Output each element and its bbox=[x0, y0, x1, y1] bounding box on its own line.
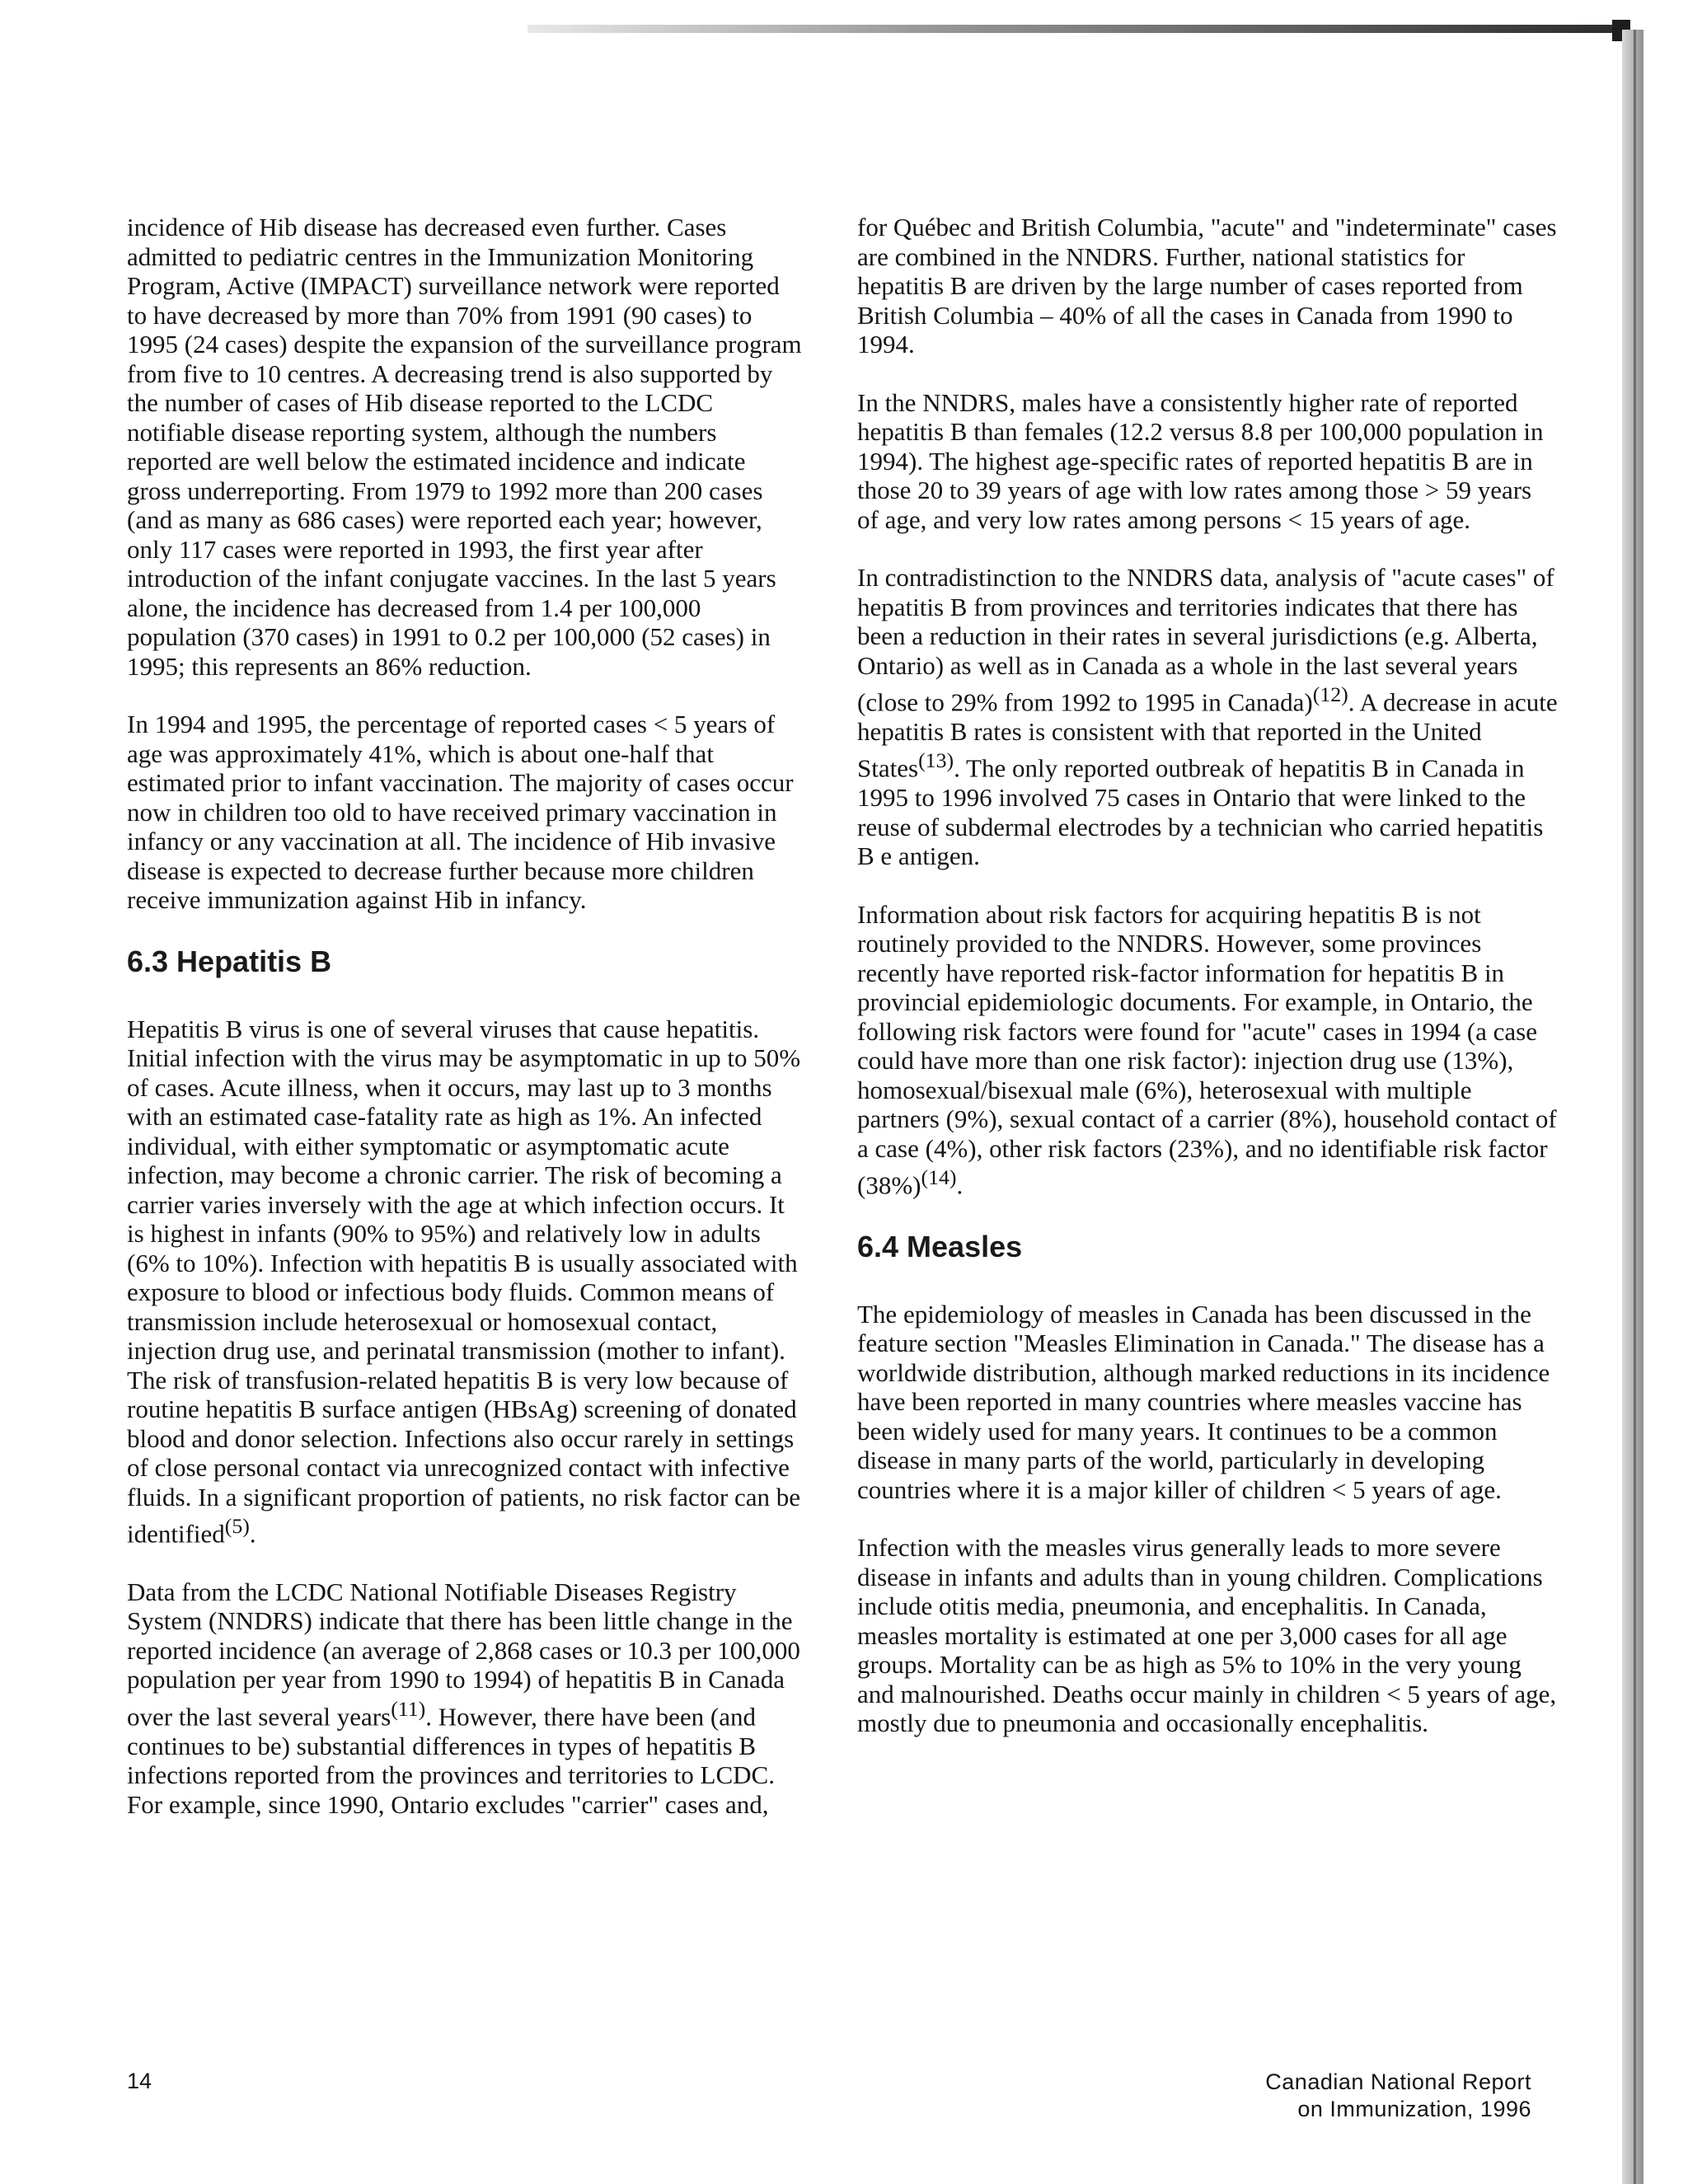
paragraph bbox=[857, 900, 1558, 1200]
paragraph: In 1994 and 1995, the percentage of reported cases < 5 years of age was approximately 41%, which is about one-half that estimated prior to infant vaccination. The majority of cases occur now in children too old to have received primary vaccination in infancy or any vaccination at all. The incidence of Hib invasive disease is expected to decrease further because more children receive immunization against Hib in infancy. bbox=[127, 710, 794, 914]
publication-title-line-1: Canadian National Report bbox=[1265, 2069, 1531, 2094]
reference-superscript: (14) bbox=[921, 1165, 957, 1190]
paragraph: In the NNDRS, males have a consistently higher rate of reported hepatitis B than females (12.2 versus 8.8 per 100,000 population in 1994). The highest age-specific rates of reported hepatitis B are in those 20 to 39 years of age with low rates among those > 59 years of age, and very low rates among persons < 15 years of age. bbox=[857, 387, 1544, 534]
publication-title-line-2: on Immunization, 1996 bbox=[1297, 2097, 1531, 2121]
right-column bbox=[857, 213, 1558, 1767]
paragraph: Infection with the measles virus generally leads to more severe disease in infants and adults than in young children. Complications include otitis media, pneumonia, and encephalitis. In Canada, measles mortality is estimated at one per 3,000 cases for all age groups. Mortality can be as high as 5% to 10% in the very young and malnourished. Deaths occur mainly in children < 5 years of age, mostly due to pneumonia and occasionally encephalitis. bbox=[857, 1533, 1557, 1738]
paragraph-text: . bbox=[249, 1519, 256, 1549]
page-edge-line bbox=[1634, 30, 1636, 2184]
paragraph-text: . However, there have been (and continues to be) substantial differences in types of hepatitis B infections reported from the provinces and territories to LCDC. For example, since 1990, Ontario excludes "carrier" cases and, bbox=[127, 1702, 775, 1819]
paragraph bbox=[127, 1015, 803, 1549]
paragraph-text: Hepatitis B virus is one of several viruses that cause hepatitis. Initial infection with the virus may be asymptomatic in up to 50% of cases. Acute illness, when it occurs, may last up to 3 months with an estimated case-fatality rate as high as 1%. An infected individual, with either symptomatic or asymptomatic acute infection, may become a chronic carrier. The risk of becoming a carrier varies inversely with the age at which infection occurs. It is highest in infants (90% to 95%) and relatively low in adults (6% to 10%). Infection with hepatitis B is usually associated with exposure to blood or infectious body fluids. Common means of transmission include heterosexual or homosexual contact, injection drug use, and perinatal transmission (mother to infant). The risk of transfusion-related hepatitis B is very low because of routine hepatitis B surface antigen (HBsAg) screening of donated blood and donor selection. Infections also occur rarely in settings of close personal contact via unrecognized contact with infective fluids. In a significant proportion of patients, no risk factor can be identified bbox=[127, 1014, 801, 1549]
paragraph-text: Information about risk factors for acquiring hepatitis B is not routinely provided to the NNDRS. However, some provinces recently have reported risk-factor information for hepatitis B in provincial epidemiologic documents. For example, in Ontario, the following risk factors were found for "acute" cases in 1994 (a case could have more than one risk factor): injection drug use (13%), homosexual/bisexual male (6%), heterosexual with multiple partners (9%), sexual contact of a carrier (8%), household contact of a case (4%), other risk factors (23%), and no identifiable risk factor (38%) bbox=[857, 899, 1557, 1200]
paragraph-text: . The only reported outbreak of hepatitis B in Canada in 1995 to 1996 involved 75 cases in Ontario that were linked to the reuse of subdermal electrodes by a technician who carried hepatitis B e antigen. bbox=[857, 753, 1544, 871]
paragraph bbox=[127, 1577, 803, 1819]
reference-superscript: (11) bbox=[391, 1696, 426, 1721]
paragraph bbox=[857, 563, 1558, 871]
page-number: 14 bbox=[127, 2069, 152, 2093]
paragraph-text: In contradistinction to the NNDRS data, analysis of "acute cases" of hepatitis B from provinces and territories indicates that there has been a reduction in their rates in several jurisdictions (e.g. Alberta, Ontario) as well as in Canada as a whole in the last several years (close to 29% from 1992 to 1995 in Canada) bbox=[857, 563, 1554, 717]
paragraph-text: Data from the LCDC National Notifiable Diseases Registry System (NNDRS) indicate that there has been little change in the reported incidence (an average of 2,868 cases or 10.3 per 100,000 population per year from 1990 to 1994) of hepatitis B in Canada over the last several years bbox=[127, 1577, 800, 1732]
publication-footer bbox=[1265, 2069, 1531, 2123]
section-heading-hepatitis-b: 6.3 Hepatitis B bbox=[127, 944, 332, 978]
reference-superscript: (5) bbox=[224, 1514, 250, 1538]
page-edge-shadow bbox=[1622, 30, 1643, 2184]
reference-superscript: (13) bbox=[918, 748, 954, 773]
paragraph: The epidemiology of measles in Canada has been discussed in the feature section "Measles Elimination in Canada." The disease has a worldwide distribution, although marked reductions in its incidence have been reported in many countries where measles vaccine has been widely used for many years. It continues to be a common disease in many parts of the world, particularly in developing countries where it is a major killer of children < 5 years of age. bbox=[857, 1299, 1550, 1504]
section-heading-measles: 6.4 Measles bbox=[857, 1229, 1023, 1263]
paragraph: for Québec and British Columbia, "acute" and "indeterminate" cases are combined in the NNDRS. Further, national statistics for hepatitis B are driven by the large number of cases reported from British Columbia – 40% of all the cases in Canada from 1990 to 1994. bbox=[857, 213, 1557, 359]
paragraph-text: . A decrease in acute hepatitis B rates is consistent with that reported in the United States bbox=[857, 687, 1558, 783]
reference-superscript: (12) bbox=[1312, 682, 1348, 706]
paragraph-text: . bbox=[956, 1170, 964, 1200]
left-column bbox=[127, 213, 803, 1848]
paragraph: incidence of Hib disease has decreased even further. Cases admitted to pediatric centres in the Immunization Monitoring Program, Active (IMPACT) surveillance network were reported to have decreased by more than 70% from 1991 (90 cases) to 1995 (24 cases) despite the expansion of the surveillance program from five to 10 centres. A decreasing trend is also supported by the number of cases of Hib disease reported to the LCDC notifiable disease reporting system, although the numbers reported are well below the estimated incidence and indicate gross underreporting. From 1979 to 1992 more than 200 cases (and as many as 686 cases) were reported each year; however, only 117 cases were reported in 1993, the first year after introduction of the infant conjugate vaccines. In the last 5 years alone, the incidence has decreased from 1.4 per 100,000 population (370 cases) in 1991 to 0.2 per 100,000 (52 cases) in 1995; this represents an 86% reduction. bbox=[127, 213, 802, 681]
top-rule bbox=[528, 25, 1630, 33]
